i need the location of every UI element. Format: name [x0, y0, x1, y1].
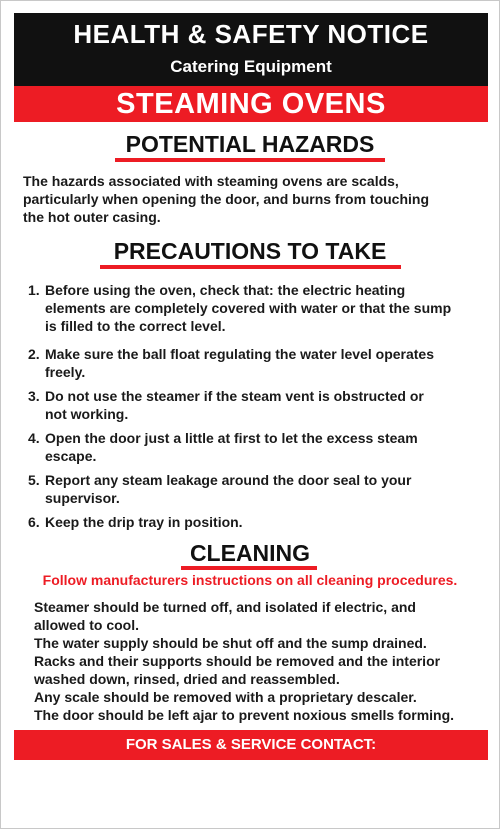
cleaning-line-3: The water supply should be shut off and the sump drained. — [34, 635, 427, 651]
precaution-line: supervisor. — [45, 490, 120, 506]
precaution-line: elements are completely covered with water or that the sump — [45, 300, 452, 316]
precautions-heading — [1, 238, 499, 265]
precaution-item-3 — [28, 387, 468, 423]
precaution-number: 4. — [28, 430, 40, 446]
precaution-line: not working. — [45, 406, 129, 422]
hazards-heading-text: POTENTIAL HAZARDS — [125, 131, 375, 157]
precautions-heading-text: PRECAUTIONS TO TAKE — [113, 238, 387, 264]
precaution-line: escape. — [45, 448, 97, 464]
precaution-number: 2. — [28, 346, 40, 362]
precaution-item-4 — [28, 429, 468, 465]
precaution-line: Report any steam leakage around the door seal to your — [45, 472, 412, 488]
cleaning-line-2: allowed to cool. — [34, 617, 140, 633]
cleaning-note: Follow manufacturers instructions on all cleaning procedures. — [42, 572, 458, 588]
precaution-line: freely. — [45, 364, 86, 380]
precaution-number: 3. — [28, 388, 40, 404]
cleaning-heading — [1, 540, 499, 567]
precaution-line: Before using the oven, check that: the electric heating — [45, 282, 406, 298]
hazards-heading-underline — [115, 158, 385, 162]
cleaning-line-6: Any scale should be removed with a proprietary descaler. — [34, 689, 417, 705]
equipment-banner-text: STEAMING OVENS — [116, 88, 386, 120]
hazards-line-1: The hazards associated with steaming ovens are scalds, — [23, 173, 399, 189]
cleaning-line-1: Steamer should be turned off, and isolated if electric, and — [34, 599, 416, 615]
hazards-line-3: the hot outer casing. — [23, 209, 161, 225]
equipment-banner — [14, 86, 488, 122]
cleaning-line-5: washed down, rinsed, dried and reassembled. — [34, 671, 340, 687]
hazards-heading — [1, 131, 499, 158]
hazards-line-2: particularly when opening the door, and burns from touching — [23, 191, 430, 207]
precaution-line: is filled to the correct level. — [45, 318, 226, 334]
precaution-item-6 — [28, 513, 468, 531]
cleaning-line-7: The door should be left ajar to prevent noxious smells forming. — [34, 707, 455, 723]
precautions-heading-underline — [100, 265, 401, 269]
precaution-item-2 — [28, 345, 468, 381]
sales-contact-text: FOR SALES & SERVICE CONTACT: — [125, 736, 377, 753]
precaution-line: Open the door just a little at first to let the excess steam — [45, 430, 418, 446]
sales-contact-banner — [14, 730, 488, 760]
cleaning-heading-text: CLEANING — [189, 540, 311, 566]
precaution-item-1 — [28, 281, 468, 335]
precaution-item-5 — [28, 471, 468, 507]
cleaning-heading-underline — [181, 566, 317, 570]
notice-header — [14, 13, 488, 86]
notice-subtitle: Catering Equipment — [170, 57, 332, 76]
precaution-line: Make sure the ball float regulating the water level operates — [45, 346, 435, 362]
precaution-number: 1. — [28, 282, 40, 298]
precaution-line: Do not use the steamer if the steam vent is obstructed or — [45, 388, 424, 404]
precaution-line: Keep the drip tray in position. — [45, 514, 243, 530]
cleaning-line-4: Racks and their supports should be removed and the interior — [34, 653, 441, 669]
precaution-number: 6. — [28, 514, 40, 530]
precaution-number: 5. — [28, 472, 40, 488]
notice-title: HEALTH & SAFETY NOTICE — [73, 19, 429, 49]
